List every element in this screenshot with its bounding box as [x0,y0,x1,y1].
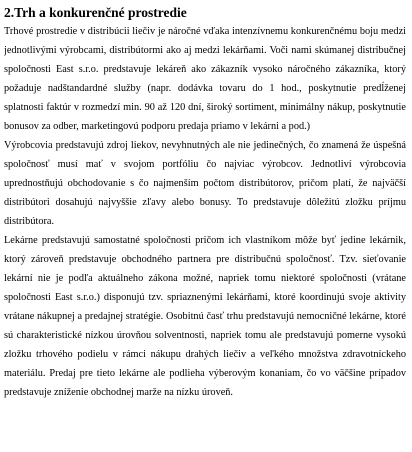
document-page [4,4,406,450]
paragraph-market-environment: Trhové prostredie v distribúcii liečiv je náročné vďaka intenzívnemu konkurenčnému boju medzi jednotlivými výrobcami, distribútormi ako aj medzi lekárňami. Voči nami skúmanej distribučnej spoločnosti East s.r.o. predstavuje lekáreň ako zákazník vysoko náročného zákazníka, ktorý požaduje nadštandardné služby (napr. dodávka tovaru do 1 hod., poskytnutie predĺženej splatnosti faktúr v rozmedzí min. 90 až 120 dní, široký sortiment, minimálny nákup, poskytnutie bonusov za odber, marketingovú podporu predaja priamo v lekárni a pod.) [4,26,406,132]
section-heading: 2.Trh a konkurenčné prostredie [4,5,187,20]
paragraph-pharmacies: Lekárne predstavujú samostatné spoločnosti pričom ich vlastníkom môže byť jedine lekárnik, ktorý zároveň predstavuje obchodného partnera pre distribučnú spoločnosť. Tzv. sieťovanie lekární nie je podľa aktuálneho zákona možné, napriek tomu niektoré spoločnosti (vrátane spoločnosti East s.r.o.) disponujú tzv. spriaznenými lekárňami, ktoré koordinujú svoje aktivity vrátane nákupnej a predajnej stratégie. Osobitnú časť trhu predstavujú nemocničné lekárne, ktoré sú charakteristické nízkou úrovňou solventnosti, napriek tomu ale predstavujú pomerne vysokú zložku trhového podielu v rámci nákupu drahých liečiv a veľkého množstva zdravotníckeho materiálu. Predaj pre tieto lekárne ale podlieha výberovým konaniam, čo vo väčšine prípadov predstavuje zníženie obchodnej marže na nízku úroveň. [4,235,406,398]
paragraph-manufacturers: Výrobcovia predstavujú zdroj liekov, nevyhnutných ale nie jedinečných, čo znamená že úspešná spoločnosť musí mať v svojom portfóliu čo najviac výrobcov. Jednotliví výrobcovia uprednostňujú obchodovanie s čo najmenším počtom distribútorov, pričom platí, že najväčší distribútori dosahujú najvyššie zľavy alebo bonusy. To predstavuje dôležitú zložku príjmu distribútora. [4,140,406,227]
